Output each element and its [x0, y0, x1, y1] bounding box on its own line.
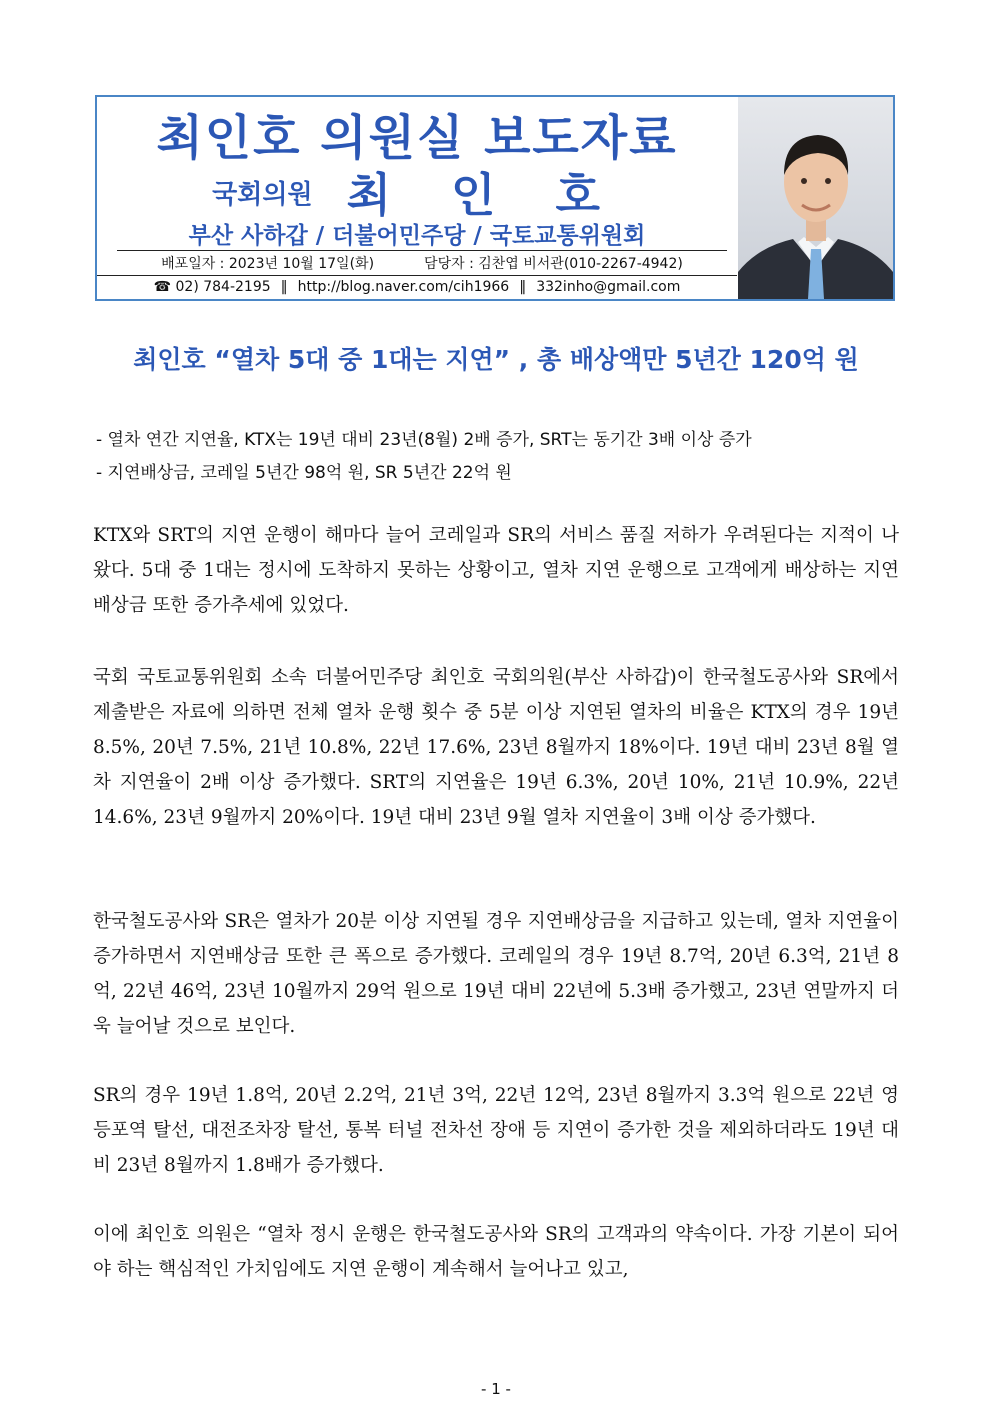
lawmaker-name-row — [97, 159, 737, 225]
summary-bullet: - 열차 연간 지연율, KTX는 19년 대비 23년(8월) 2배 증가, SRT는 동기간 3배 이상 증가 — [96, 430, 752, 450]
body-paragraph: KTX와 SRT의 지연 운행이 해마다 늘어 코레일과 SR의 서비스 품질 저하가 우려된다는 지적이 나왔다. 5대 중 1대는 정시에 도착하지 못하는 상황이고, 열차 지연 운행으로 고객에게 배상하는 지연배상금 또한 증가추세에 있었다. — [93, 525, 899, 616]
blog-link[interactable]: http://blog.naver.com/cih1966 — [297, 279, 510, 295]
email-link[interactable]: 332inho@gmail.com — [536, 279, 681, 295]
body-paragraph: 국회 국토교통위원회 소속 더불어민주당 최인호 국회의원(부산 사하갑)이 한국철도공사와 SR에서 제출받은 자료에 의하면 전체 열차 운행 횟수 중 5분 이상 지연된 열차의 비율은 KTX의 경우 19년 8.5%, 20년 7.5%, 21년 10.8%, 22년 17.6%, 23년 8월까지 18%이다. 19년 대비 23년 8월 열차 지연율이 2배 이상 증가했다. SRT의 지연율은 19년 6.3%, 20년 10%, 21년 10.9%, 22년 14.6%, 23년 9월까지 20%이다. 19년 대비 23년 9월 열차 지연율이 3배 이상 증가했다. — [93, 667, 899, 828]
lawmaker-role: 국회의원 — [212, 179, 313, 210]
headline: 최인호 “열차 5대 중 1대는 지연” , 총 배상액만 5년간 120억 원 — [133, 345, 859, 374]
lawmaker-name: 최 인 호 — [346, 168, 622, 222]
press-release-title: 최인호 의원실 보도자료 — [156, 110, 678, 166]
separator: ‖ — [519, 279, 527, 295]
release-info — [117, 253, 727, 273]
lawmaker-portrait — [738, 97, 893, 299]
release-date: 배포일자 : 2023년 10월 17일(화) — [161, 256, 375, 272]
contact-info — [97, 279, 737, 295]
body-paragraph: 이에 최인호 의원은 “열차 정시 운행은 한국철도공사와 SR의 고객과의 약속이다. 가장 기본이 되어야 하는 핵심적인 가치임에도 지연 운행이 계속해서 늘어나고 있고, — [93, 1224, 899, 1280]
lawmaker-affiliation: 부산 사하갑 / 더불어민주당 / 국토교통위원회 — [188, 223, 646, 249]
summary-bullets — [96, 424, 752, 490]
contact-person: 담당자 : 김찬엽 비서관(010-2267-4942) — [424, 256, 683, 272]
body-paragraph: 한국철도공사와 SR은 열차가 20분 이상 지연될 경우 지연배상금을 지급하고 있는데, 열차 지연율이 증가하면서 지연배상금 또한 큰 폭으로 증가했다. 코레일의 경우 19년 8.7억, 20년 6.3억, 21년 8억, 22년 46억, 23년 10월까지 29억 원으로 19년 대비 22년에 5.3배 증가했고, 23년 연말까지 더욱 늘어날 것으로 보인다. — [93, 911, 899, 1037]
header-divider — [97, 275, 737, 276]
header-divider — [117, 250, 727, 251]
summary-bullet: - 지연배상금, 코레일 5년간 98억 원, SR 5년간 22억 원 — [96, 463, 512, 483]
page-number: - 1 - — [481, 1380, 511, 1398]
phone-number: ☎ 02) 784-2195 — [153, 279, 271, 295]
press-release-header — [95, 95, 895, 301]
separator: ‖ — [280, 279, 288, 295]
body-paragraph: SR의 경우 19년 1.8억, 20년 2.2억, 21년 3억, 22년 12억, 23년 8월까지 3.3억 원으로 22년 영등포역 탈선, 대전조차장 탈선, 통복 터널 전차선 장애 등 지연이 증가한 것을 제외하더라도 19년 대비 23년 8월까지 1.8배가 증가했다. — [93, 1085, 899, 1176]
